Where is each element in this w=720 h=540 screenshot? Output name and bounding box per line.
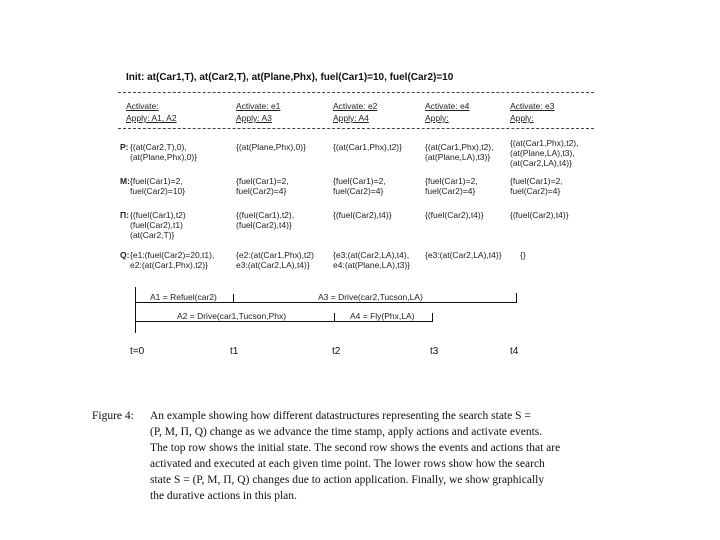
column-3-activate: Activate: e2 — [333, 101, 378, 111]
pi-cell-4-line-1: {(fuel(Car2),t4)} — [425, 210, 484, 220]
q-cell-5-line-1: {} — [520, 250, 526, 260]
p-cell-4 — [425, 142, 494, 162]
m-cell-5 — [510, 176, 563, 196]
p-cell-2 — [236, 142, 306, 152]
q-cell-2-line-1: {e2:(at(Car1,Phx),t2) — [236, 250, 314, 260]
p-cell-1-line-1: {(at(Car2,T),0), — [130, 142, 187, 152]
p-cell-1 — [130, 142, 197, 162]
p-cell-3 — [333, 142, 402, 152]
pi-cell-5 — [510, 210, 569, 220]
m-cell-3 — [333, 176, 386, 196]
caption-line-6: the durative actions in this plan. — [150, 490, 297, 502]
m-cell-1-line-1: {fuel(Car1)=2, — [130, 176, 183, 186]
time-label-t2: t2 — [332, 346, 341, 357]
time-label-t3: t3 — [430, 346, 439, 357]
column-4-activate: Activate: e4 — [425, 101, 470, 111]
caption-line-4: activated and executed at each given time point. The lower rows show how the search — [150, 458, 545, 470]
pi-cell-1 — [130, 210, 186, 240]
pi-cell-2 — [236, 210, 294, 230]
p-cell-5 — [510, 138, 579, 168]
q-cell-1-line-1: {e1:(fuel(Car2)=20,t1), — [130, 250, 215, 260]
q-cell-1-line-2: e2:(at(Car1,Phx),t2)} — [130, 260, 208, 270]
action-a1-end-tick — [233, 294, 234, 303]
column-1-activate: Activate: — [126, 101, 159, 111]
p-cell-4-line-2: (at(Plane,LA),t3)} — [425, 152, 491, 162]
m-cell-5-line-2: fuel(Car2)=4} — [510, 186, 561, 196]
p-cell-5-line-2: (at(Plane,LA),t3), — [510, 148, 575, 158]
m-cell-2-line-1: {fuel(Car1)=2, — [236, 176, 289, 186]
row-label-p: P: — [120, 142, 129, 152]
caption-line-5: state S = (P, M, Π, Q) changes due to action application. Finally, we show graphically — [150, 474, 545, 486]
caption-line-1: An example showing how different datastructures representing the search state S = — [150, 410, 531, 422]
action-a3-label: A3 = Drive(car2,Tucson,LA) — [318, 292, 423, 302]
q-cell-3-line-1: {e3:(at(Car2,LA),t4), — [333, 250, 410, 260]
q-cell-1 — [130, 250, 214, 270]
pi-cell-3 — [333, 210, 392, 220]
action-a4-end-tick — [432, 313, 433, 322]
caption-line-3: The top row shows the initial state. The second row shows the events and actions that are — [150, 442, 561, 454]
column-5-activate: Activate: e3 — [510, 101, 555, 111]
pi-cell-1-line-1: {(fuel(Car1),t2) — [130, 210, 186, 220]
q-cell-5 — [520, 250, 526, 260]
action-a4-label: A4 = Fly(Phx,LA) — [350, 311, 415, 321]
p-cell-4-line-1: {(at(Car1,Phx),t2), — [425, 142, 494, 152]
m-cell-4-line-2: fuel(Car2)=4} — [425, 186, 476, 196]
column-5-apply: Apply: — [510, 113, 534, 123]
m-cell-4 — [425, 176, 478, 196]
time-label-t1: t1 — [230, 346, 239, 357]
column-2-apply: Apply: A3 — [236, 113, 272, 123]
m-cell-5-line-1: {fuel(Car1)=2, — [510, 176, 563, 186]
pi-cell-1-line-3: (at(Car2,T)} — [130, 230, 175, 240]
q-cell-2-line-2: e3:(at(Car2,LA),t4)} — [236, 260, 310, 270]
q-cell-4-line-1: {e3:(at(Car2,LA),t4)} — [425, 250, 502, 260]
p-cell-5-line-1: {(at(Car1,Phx),t2), — [510, 138, 579, 148]
time-label-t4: t4 — [510, 346, 519, 357]
action-bar-a2-a4 — [135, 321, 432, 322]
action-bar-a1-a3 — [135, 302, 516, 303]
q-cell-2 — [236, 250, 314, 270]
q-cell-3-line-2: e4:(at(Plane,LA),t3)} — [333, 260, 411, 270]
pi-cell-2-line-1: {(fuel(Car1),t2), — [236, 210, 295, 220]
m-cell-4-line-1: {fuel(Car1)=2, — [425, 176, 478, 186]
time-label-t0: t=0 — [130, 346, 145, 357]
figure-caption — [150, 408, 560, 504]
column-3-apply: Apply: A4 — [333, 113, 369, 123]
column-1-apply: Apply: A1, A2 — [126, 113, 177, 123]
pi-cell-3-line-1: {(fuel(Car2),t4)} — [333, 210, 392, 220]
divider-middle — [118, 128, 594, 129]
row-label-m: M: — [120, 176, 130, 186]
p-cell-3-line-1: {(at(Car1,Phx),t2)} — [333, 142, 402, 152]
pi-cell-1-line-2: (fuel(Car2),t1) — [130, 220, 183, 230]
timeline-start-edge — [135, 287, 136, 333]
pi-cell-4 — [425, 210, 484, 220]
q-cell-4 — [425, 250, 502, 260]
pi-cell-5-line-1: {(fuel(Car2),t4)} — [510, 210, 569, 220]
figure-caption-label: Figure 4: — [92, 410, 134, 422]
p-cell-2-line-1: {(at(Plane,Phx),0)} — [236, 142, 306, 152]
m-cell-2 — [236, 176, 289, 196]
m-cell-3-line-2: fuel(Car2)=4} — [333, 186, 384, 196]
action-a2-label: A2 = Drive(car1,Tucson,Phx) — [177, 311, 287, 321]
action-a2-end-tick — [334, 313, 335, 322]
m-cell-3-line-1: {fuel(Car1)=2, — [333, 176, 386, 186]
q-cell-3 — [333, 250, 410, 270]
pi-cell-2-line-2: (fuel(Car2),t4)} — [236, 220, 292, 230]
action-a1-label: A1 = Refuel(car2) — [150, 292, 217, 302]
row-label-pi: Π: — [120, 210, 129, 220]
caption-line-2: (P, M, Π, Q) change as we advance the time stamp, apply actions and activate events. — [150, 426, 543, 438]
column-4-apply: Apply: — [425, 113, 449, 123]
divider-top — [118, 92, 594, 93]
column-2-activate: Activate: e1 — [236, 101, 281, 111]
p-cell-5-line-3: (at(Car2,LA),t4)} — [510, 158, 572, 168]
action-a3-end-tick — [516, 293, 517, 303]
row-label-q: Q: — [120, 250, 130, 260]
p-cell-1-line-2: (at(Plane,Phx),0)} — [130, 152, 198, 162]
init-line: Init: at(Car1,T), at(Car2,T), at(Plane,Phx), fuel(Car1)=10, fuel(Car2)=10 — [126, 72, 454, 83]
m-cell-1-line-2: fuel(Car2)=10} — [130, 186, 186, 196]
m-cell-1 — [130, 176, 185, 196]
m-cell-2-line-2: fuel(Car2)=4} — [236, 186, 287, 196]
